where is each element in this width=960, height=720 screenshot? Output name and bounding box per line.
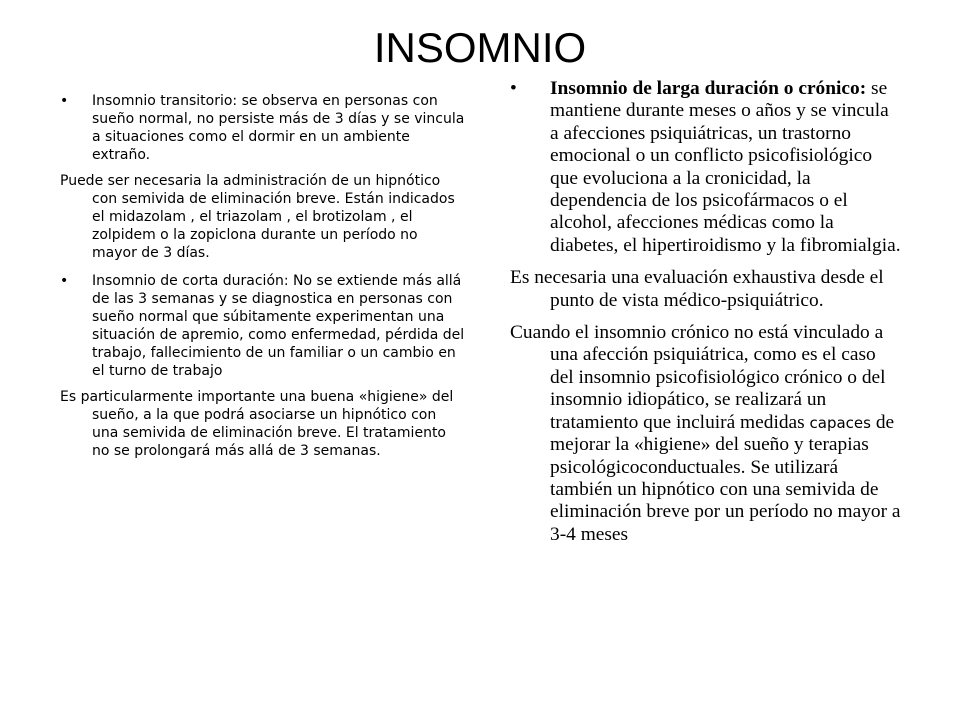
- bullet-heading: Insomnio de larga duración o crónico:: [550, 78, 867, 99]
- paragraph-treatment-transient: Puede ser necesaria la administración de un hipnótico con semivida de eliminación breve. Están indicados el midazolam , el triazolam , el brotizolam , el zolpidem o la zopiclona durante un período no mayor de 3 días.: [60, 173, 455, 261]
- right-column: [510, 78, 902, 546]
- slide-title: INSOMNIO: [373, 24, 587, 71]
- paragraph-text-part: capaces: [809, 413, 871, 432]
- bullet-short-term-insomnia: [60, 272, 465, 380]
- bullet-text: se mantiene durante meses o años y se vincula a afecciones psiquiátricas, un trastorno emocional o un conflicto psicofisiológico que evoluciona a la cronicidad, la dependencia de los psicofármacos o el alcohol, afecciones médicas como la diabetes, el hipertiroidismo y la fibromialgia.: [550, 78, 901, 256]
- paragraph-chronic-treatment: [510, 322, 902, 546]
- left-column: [60, 92, 465, 460]
- paragraph-treatment-short-term: Es particularmente importante una buena «higiene» del sueño, a la que podrá asociarse un hipnótico con una semivida de eliminación breve. El tratamiento no se prolongará más allá de 3 semanas.: [60, 389, 454, 459]
- bullet-icon: •: [510, 78, 517, 99]
- bullet-icon: •: [60, 273, 69, 289]
- bullet-text: Insomnio transitorio: se observa en personas con sueño normal, no persiste más de 3 días y se vincula a situaciones como el dormir en un ambiente extraño.: [92, 93, 465, 163]
- bullet-text: Insomnio de corta duración: No se extiende más allá de las 3 semanas y se diagnostica en personas con sueño normal que súbitamente experimentan una situación de apremio, como enfermedad, pérdida del trabajo, fallecimiento de un familiar o un cambio en el turno de trabajo: [92, 273, 465, 379]
- bullet-icon: •: [60, 93, 69, 109]
- paragraph-text-part: de mejorar la «higiene» del sueño y terapias psicológicoconductuales. Se utilizará también un hipnótico con una semivida de eliminación breve por un período no mayor a 3-4 meses: [550, 411, 901, 545]
- bullet-chronic-insomnia: [510, 78, 902, 257]
- paragraph-evaluation: Es necesaria una evaluación exhaustiva desde el punto de vista médico-psiquiátrico.: [510, 267, 884, 311]
- paragraph-text-part: Cuando el insomnio crónico no está vinculado a una afección psiquiátrica, como es el caso del insomnio psicofisiológico crónico o del insomnio idiopático, se realizará un tratamiento que incluirá medidas: [510, 322, 886, 433]
- bullet-transient-insomnia: [60, 92, 465, 164]
